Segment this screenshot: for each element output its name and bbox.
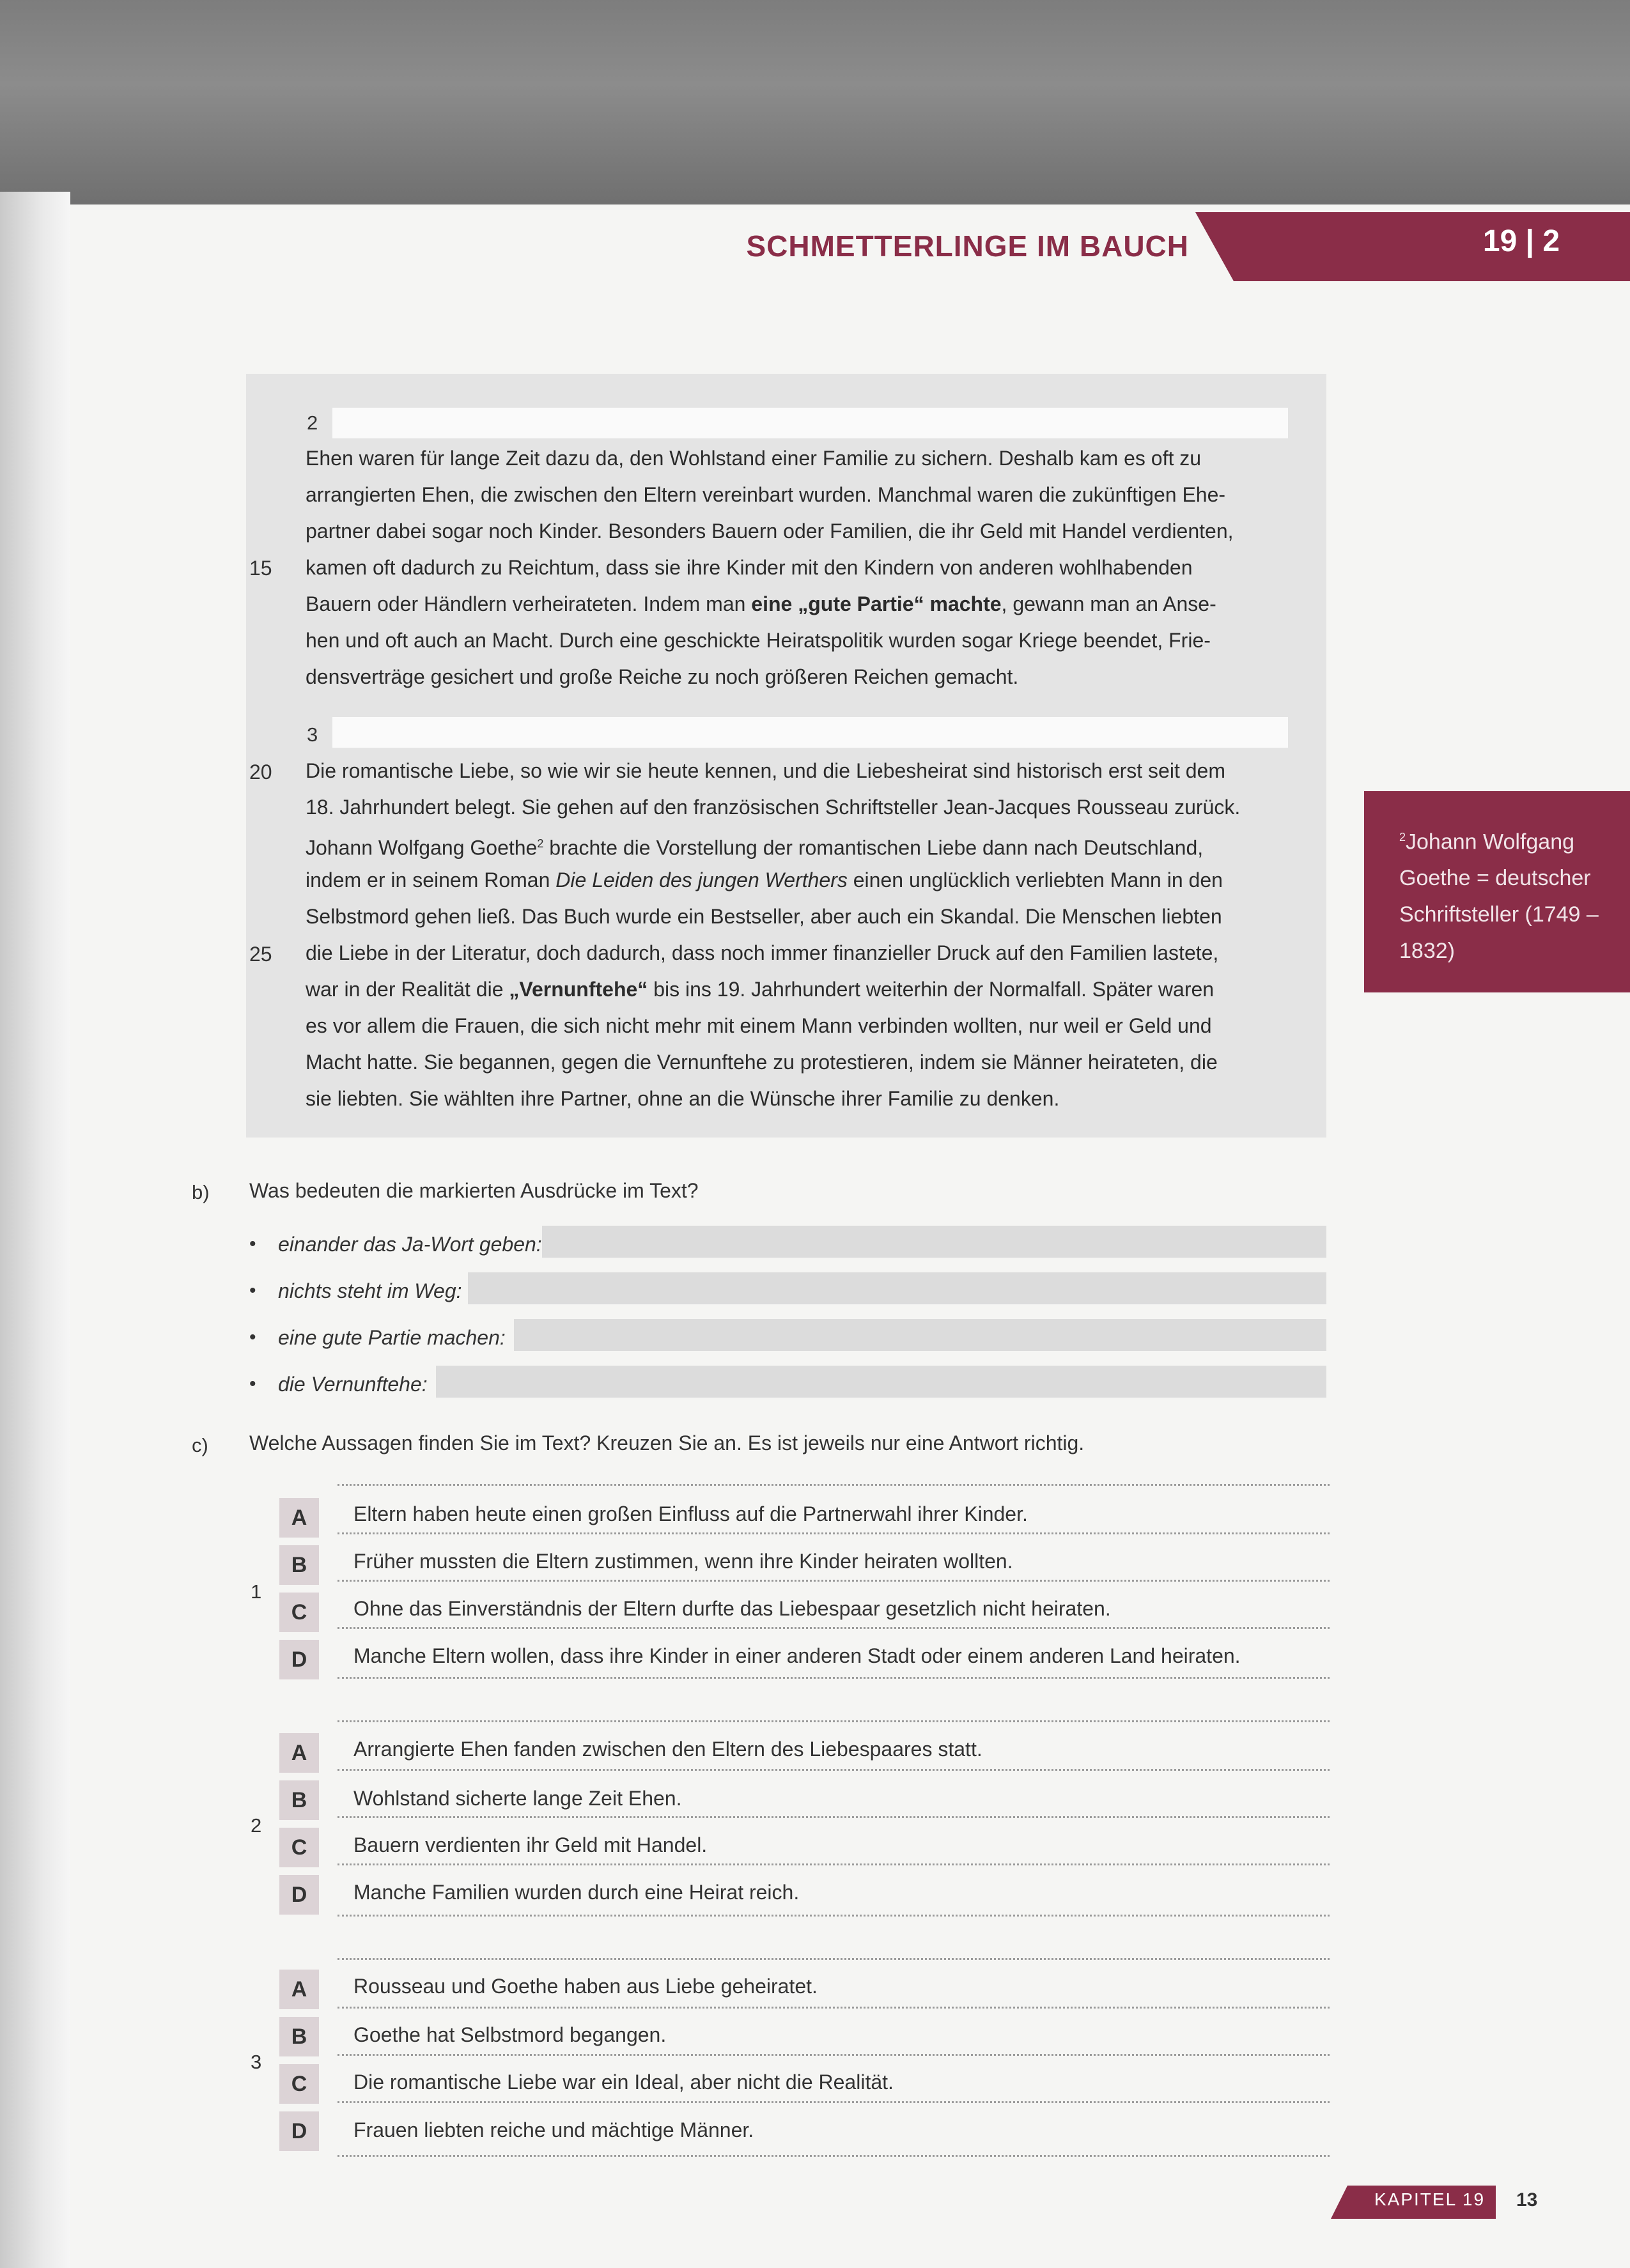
text-line-with-marked-expression: [306, 971, 1290, 1008]
option-box-c[interactable]: C: [279, 2064, 319, 2104]
answer-field[interactable]: [514, 1319, 1326, 1351]
option-text: Arrangierte Ehen fanden zwischen den Eltern des Liebespaares statt.: [353, 1738, 982, 1761]
option-text: Bauern verdienten ihr Geld mit Handel.: [353, 1833, 708, 1856]
text-line: 18. Jahrhundert belegt. Sie gehen auf den französischen Schriftsteller Jean-Jacques Rousseau zurück.: [306, 796, 1241, 819]
question-number: 2: [251, 1814, 262, 1837]
expression-label: einander das Ja-Wort geben:: [278, 1233, 542, 1256]
expression-label: nichts steht im Weg:: [278, 1279, 462, 1302]
text-fragment: Bauern oder Händlern verheirateten. Indem man: [306, 592, 752, 615]
text-line: sie liebten. Sie wählten ihre Partner, ohne an die Wünsche ihrer Familie zu denken.: [306, 1087, 1060, 1110]
footnote-marker: 2: [1399, 831, 1406, 844]
dotted-rule: [338, 1720, 1330, 1722]
task-letter-b: b): [192, 1181, 210, 1203]
footnote-line: Schriftsteller (1749 –: [1399, 902, 1599, 927]
option-box-c[interactable]: C: [279, 1593, 319, 1632]
footnote-line: 1832): [1399, 939, 1455, 964]
answer-field[interactable]: [542, 1226, 1326, 1258]
page-title: SCHMETTERLINGE IM BAUCH: [746, 229, 1189, 263]
dotted-rule: [338, 2155, 1330, 2157]
text-fragment: , gewann man an Anse-: [1001, 592, 1216, 615]
text-line: [306, 826, 1290, 867]
dotted-rule: [338, 2054, 1330, 2056]
option-box-c[interactable]: C: [279, 1828, 319, 1867]
dotted-rule: [338, 1484, 1330, 1486]
text-line: kamen oft dadurch zu Reichtum, dass sie ihre Kinder mit den Kindern von anderen wohlhabenden: [306, 556, 1193, 579]
option-text: Goethe hat Selbstmord begangen.: [353, 2023, 667, 2046]
question-number: 3: [251, 2051, 262, 2073]
footer-chapter-label: KAPITEL 19: [1374, 2189, 1486, 2209]
text-line: die Liebe in der Literatur, doch dadurch, dass noch immer finanzieller Druck auf den Familien lastete,: [306, 941, 1219, 964]
text-line: arrangierten Ehen, die zwischen den Eltern vereinbart wurden. Manchmal waren die zukünftigen Ehe-: [306, 483, 1226, 506]
option-box-b[interactable]: B: [279, 2017, 319, 2056]
dotted-rule: [338, 1816, 1330, 1818]
option-text: Frauen liebten reiche und mächtige Männer.: [353, 2118, 754, 2141]
bullet: •: [249, 1327, 256, 1348]
option-text: Wohlstand sicherte lange Zeit Ehen.: [353, 1787, 682, 1810]
page-binding-shadow: [0, 192, 70, 2268]
answer-field[interactable]: [436, 1366, 1326, 1398]
expression-label: eine gute Partie machen:: [278, 1326, 506, 1349]
bullet: •: [249, 1233, 256, 1254]
option-text: Manche Familien wurden durch eine Heirat reich.: [353, 1881, 800, 1904]
heading-blank-2[interactable]: [332, 408, 1288, 438]
option-box-a[interactable]: A: [279, 1498, 319, 1538]
dotted-rule: [338, 1580, 1330, 1582]
dotted-rule: [338, 1863, 1330, 1865]
dotted-rule: [338, 1958, 1330, 1960]
option-text: Früher mussten die Eltern zustimmen, wenn ihre Kinder heiraten wollten.: [353, 1550, 1013, 1573]
heading-blank-3[interactable]: [332, 717, 1288, 748]
footnote-box: [1364, 791, 1630, 992]
text-line-with-marked-expression: [306, 586, 1290, 622]
text-fragment: Johann Wolfgang Goethe: [306, 836, 538, 860]
text-fragment: indem er in seinem Roman: [306, 868, 556, 891]
task-letter-c: c): [192, 1434, 208, 1456]
footnote-text: Johann Wolfgang: [1406, 829, 1575, 854]
marked-expression: eine „gute Partie“ machte: [751, 592, 1002, 615]
dotted-rule: [338, 1532, 1330, 1534]
text-line: partner dabei sogar noch Kinder. Besonders Bauern oder Familien, die ihr Geld mit Handel verdienten,: [306, 520, 1234, 543]
text-fragment: bis ins 19. Jahrhundert weiterhin der Normalfall. Später waren: [648, 978, 1215, 1001]
text-fragment: war in der Realität die: [306, 978, 509, 1001]
option-box-d[interactable]: D: [279, 1875, 319, 1915]
dotted-rule: [338, 1627, 1330, 1629]
option-text: Manche Eltern wollen, dass ihre Kinder in einer anderen Stadt oder einem anderen Land heiraten.: [353, 1644, 1241, 1667]
page-number: 13: [1516, 2189, 1538, 2210]
option-box-a[interactable]: A: [279, 1970, 319, 2009]
text-line: [306, 862, 1290, 899]
option-box-a[interactable]: A: [279, 1733, 319, 1773]
line-number: 15: [249, 557, 272, 580]
option-box-b[interactable]: B: [279, 1545, 319, 1585]
paragraph-number-3: 3: [307, 723, 318, 746]
text-line: densverträge gesichert und große Reiche zu noch größeren Reichen gemacht.: [306, 665, 1019, 688]
dotted-rule: [338, 1769, 1330, 1771]
text-line: Selbstmord gehen ließ. Das Buch wurde ein Bestseller, aber auch ein Skandal. Die Menschen liebten: [306, 905, 1222, 928]
option-text: Rousseau und Goethe haben aus Liebe geheiratet.: [353, 1975, 818, 1998]
text-line: Macht hatte. Sie begannen, gegen die Vernunftehe zu protestieren, indem sie Männer heirateten, die: [306, 1051, 1218, 1074]
bullet: •: [249, 1280, 256, 1301]
option-text: Ohne das Einverständnis der Eltern durfte das Liebespaar gesetzlich nicht heiraten.: [353, 1597, 1111, 1620]
option-text: Eltern haben heute einen großen Einfluss auf die Partnerwahl ihrer Kinder.: [353, 1502, 1028, 1525]
paragraph-number-2: 2: [307, 412, 318, 434]
question-number: 1: [251, 1580, 262, 1603]
text-fragment: einen unglücklich verliebten Mann in den: [847, 868, 1223, 891]
text-line: Die romantische Liebe, so wie wir sie heute kennen, und die Liebesheirat sind historisch erst seit dem: [306, 759, 1225, 782]
option-box-d[interactable]: D: [279, 1640, 319, 1679]
footnote-line: Goethe = deutscher: [1399, 866, 1591, 891]
task-c-question: Welche Aussagen finden Sie im Text? Kreuzen Sie an. Es ist jeweils nur eine Antwort richtig.: [249, 1431, 1085, 1454]
answer-field[interactable]: [468, 1272, 1326, 1304]
task-b-question: Was bedeuten die markierten Ausdrücke im Text?: [249, 1179, 699, 1202]
text-fragment: brachte die Vorstellung der romantischen Liebe dann nach Deutschland,: [543, 836, 1204, 860]
option-box-d[interactable]: D: [279, 2111, 319, 2151]
bullet: •: [249, 1373, 256, 1394]
option-box-b[interactable]: B: [279, 1780, 319, 1820]
book-title: Die Leiden des jungen Werthers: [555, 868, 848, 891]
marked-expression: „Vernunftehe“: [509, 978, 648, 1001]
option-text: Die romantische Liebe war ein Ideal, aber nicht die Realität.: [353, 2071, 894, 2094]
text-line: es vor allem die Frauen, die sich nicht mehr mit einem Mann verbinden wollten, nur weil er Geld und: [306, 1014, 1212, 1037]
dotted-rule: [338, 2101, 1330, 2103]
footnote-marker: 2: [537, 837, 544, 850]
scan-background: [0, 0, 1630, 211]
line-number: 25: [249, 943, 272, 966]
text-line: hen und oft auch an Macht. Durch eine geschickte Heiratspolitik wurden sogar Kriege beendet, Frie-: [306, 629, 1211, 652]
dotted-rule: [338, 1677, 1330, 1679]
dotted-rule: [338, 2007, 1330, 2009]
chapter-section-number: 19 | 2: [1482, 224, 1560, 258]
footnote-line: [1399, 819, 1630, 860]
text-line: Ehen waren für lange Zeit dazu da, den Wohlstand einer Familie zu sichern. Deshalb kam es oft zu: [306, 447, 1202, 470]
line-number: 20: [249, 760, 272, 783]
expression-label: die Vernunftehe:: [278, 1373, 428, 1396]
dotted-rule: [338, 1915, 1330, 1917]
